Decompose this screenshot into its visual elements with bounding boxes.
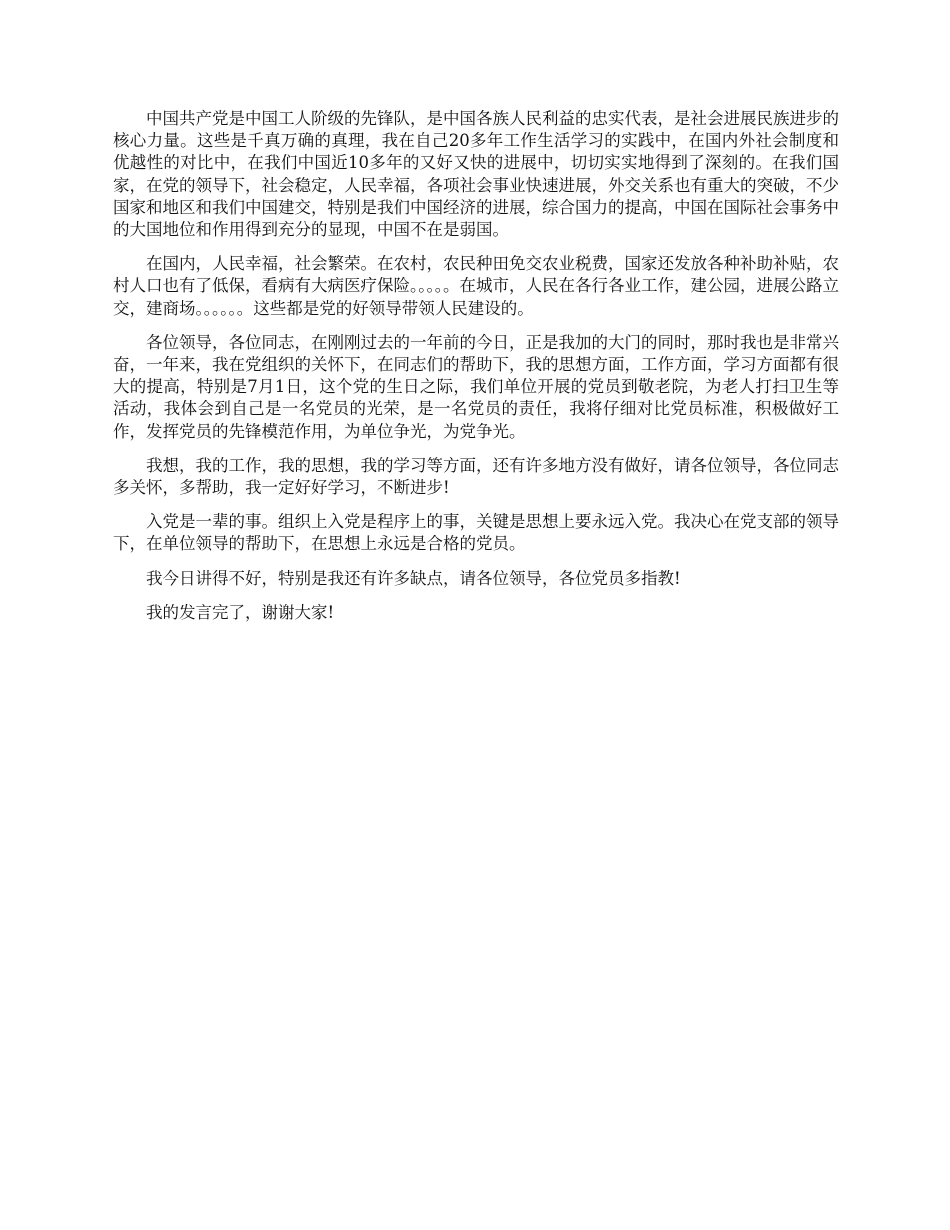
paragraph-7: 我的发言完了，谢谢大家! — [146, 602, 335, 622]
document-body — [113, 108, 839, 636]
paragraph-6: 我今日讲得不好，特别是我还有许多缺点，请各位领导，各位党员多指教! — [146, 568, 681, 588]
paragraph-4: 我想，我的工作，我的思想，我的学习等方面，还有许多地方没有做好，请各位领导，各位同志多关怀，多帮助，我一定好好学习，不断进步! — [113, 455, 839, 498]
paragraph-3: 各位领导，各位同志，在刚刚过去的一年前的今日，正是我加的大门的同时，那时我也是非常兴奋，一年来，我在党组织的关怀下，在同志们的帮助下，我的思想方面，工作方面，学习方面都有很大的提高，特别是7月1日，这个党的生日之际，我们单位开展的党员到敬老院，为老人打扫卫生等活动，我体会到自己是一名党员的光荣，是一名党员的责任，我将仔细对比党员标准，积极做好工作，发挥党员的先锋模范作用，为单位争光，为党争光。 — [113, 332, 839, 441]
paragraph-5: 入党是一辈的事。组织上入党是程序上的事，关键是思想上要永远入党。我决心在党支部的领导下，在单位领导的帮助下，在思想上永远是合格的党员。 — [113, 512, 839, 554]
paragraph-2: 在国内，人民幸福，社会繁荣。在农村，农民种田免交农业税费，国家还发放各种补助补贴，农村人口也有了低保，看病有大病医疗保险。。。。。在城市，人民在各行各业工作，建公园，进展公路立交，建商场。。。。。。这些都是党的好领导带领人民建设的。 — [113, 254, 839, 318]
paragraph-1: 中国共产党是中国工人阶级的先锋队，是中国各族人民利益的忠实代表，是社会进展民族进步的核心力量。这些是千真万确的真理，我在自己20多年工作生活学习的实践中，在国内外社会制度和优越性的对比中，在我们中国近10多年的又好又快的进展中，切切实实地得到了深刻的。在我们国家，在党的领导下，社会稳定，人民幸福，各项社会事业快速进展，外交关系也有重大的突破，不少国家和地区和我们中国建交，特别是我们中国经济的进展，综合国力的提高，中国在国际社会事务中的大国地位和作用得到充分的显现，中国不在是弱国。 — [113, 109, 839, 240]
